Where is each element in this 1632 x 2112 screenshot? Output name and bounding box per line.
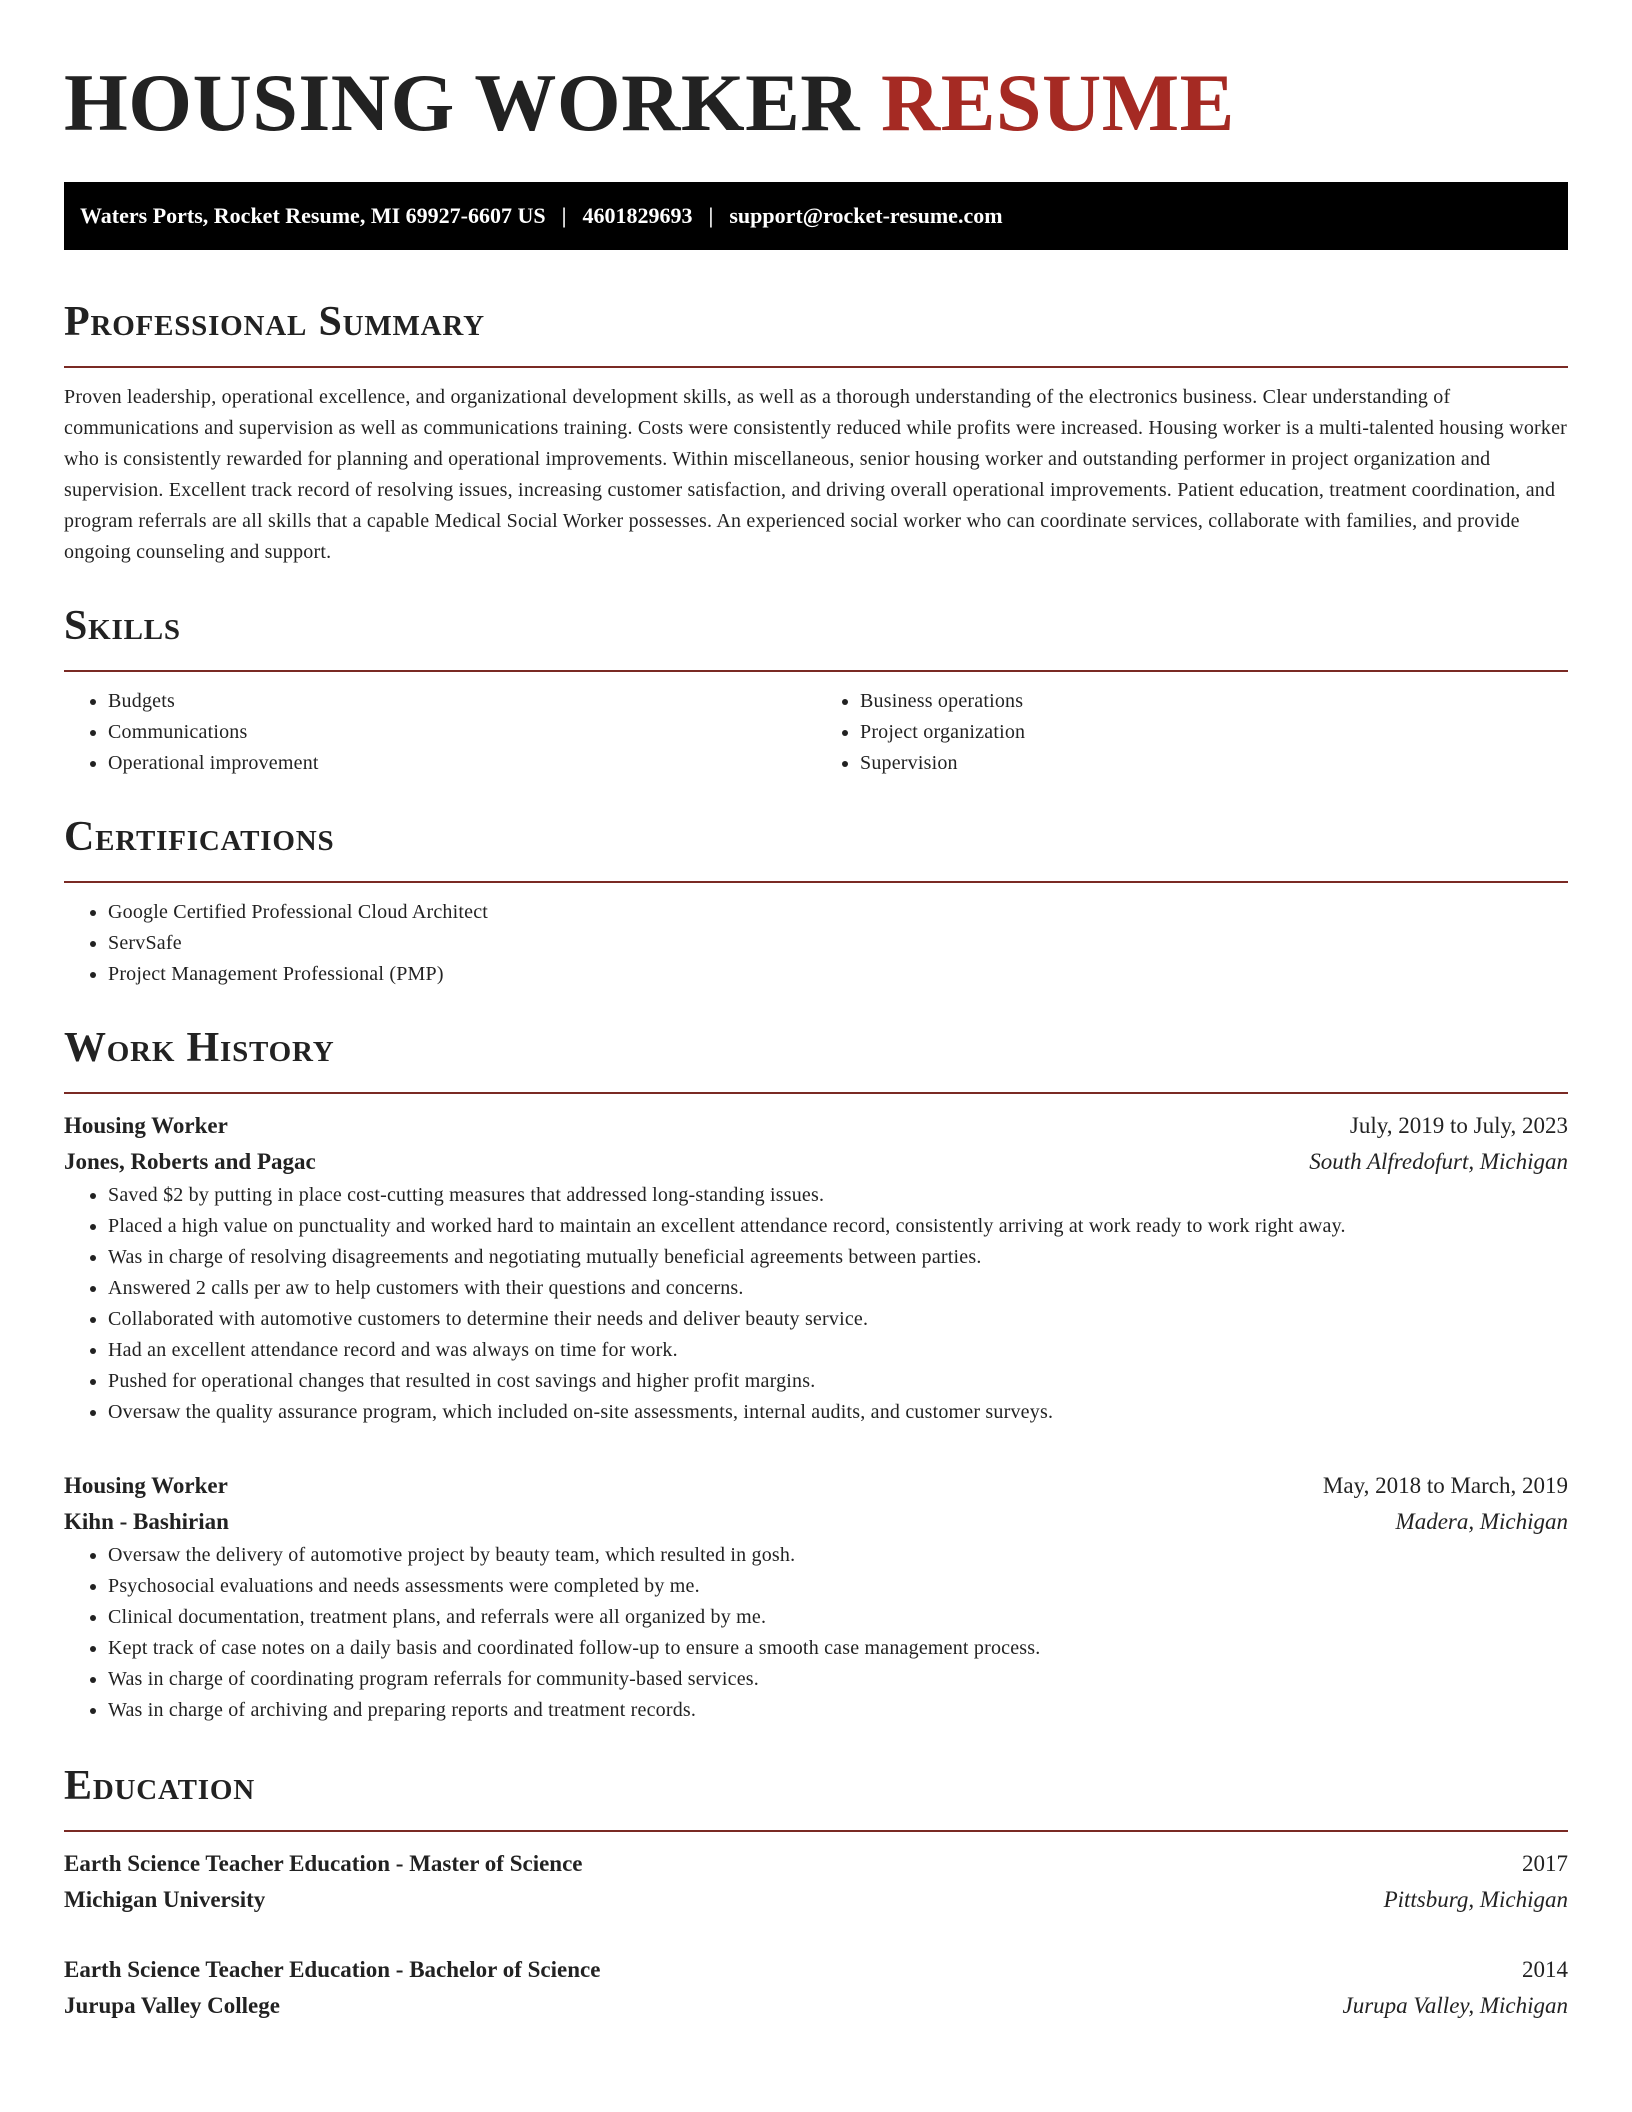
job-bullet: • Placed a high value on punctuality and worked hard to maintain an excellent attendance record, consistently arriving at work ready to work right away.	[108, 1211, 1568, 1242]
section-divider	[64, 1092, 1568, 1094]
section-divider	[64, 1830, 1568, 1832]
job-bullet: • Was in charge of coordinating program referrals for community-based services.	[108, 1664, 1568, 1695]
skills-heading: Skills	[64, 603, 181, 649]
job-location: Madera, Michigan	[1395, 1509, 1568, 1534]
job-entry	[64, 1468, 1568, 1726]
contact-email[interactable]: support@rocket-resume.com	[729, 203, 1003, 228]
job-bullets	[64, 1540, 1568, 1726]
education-degree-row	[64, 1846, 1568, 1882]
title-main: HOUSING WORKER	[64, 57, 861, 148]
section-divider	[64, 881, 1568, 883]
summary-section	[64, 292, 1568, 568]
certifications-section	[64, 807, 1568, 990]
job-bullet: • Clinical documentation, treatment plans, and referrals were all organized by me.	[108, 1602, 1568, 1633]
skills-list-right	[816, 686, 1568, 779]
job-bullet: • Oversaw the delivery of automotive project by beauty team, which resulted in gosh.	[108, 1540, 1568, 1571]
job-title: Housing Worker	[64, 1113, 228, 1138]
job-dates: May, 2018 to March, 2019	[1322, 1473, 1568, 1498]
job-entry	[64, 1108, 1568, 1428]
education-entry	[64, 1952, 1568, 2024]
resume-page	[64, 0, 1568, 2024]
education-school-row	[64, 1988, 1568, 2024]
section-divider	[64, 366, 1568, 368]
contact-separator: |	[561, 203, 567, 228]
education-entry	[64, 1846, 1568, 1918]
contact-separator: |	[708, 203, 714, 228]
education-school: Jurupa Valley College	[64, 1993, 280, 2018]
job-bullet: • Oversaw the quality assurance program, which included on-site assessments, internal audits, and customer surveys.	[108, 1397, 1568, 1428]
education-degree-row	[64, 1952, 1568, 1988]
title-accent: RESUME	[881, 57, 1235, 148]
skills-section	[64, 596, 1568, 779]
education-year: 2014	[1522, 1957, 1568, 1982]
education-school: Michigan University	[64, 1887, 266, 1912]
contact-phone[interactable]: 4601829693	[582, 203, 693, 228]
job-bullet: • Collaborated with automotive customers to determine their needs and deliver beauty service.	[108, 1304, 1568, 1335]
job-bullet: • Kept track of case notes on a daily basis and coordinated follow-up to ensure a smooth case management process.	[108, 1633, 1568, 1664]
education-location: Jurupa Valley, Michigan	[1342, 1993, 1568, 2018]
education-degree: Earth Science Teacher Education - Bachelor of Science	[64, 1957, 601, 1982]
summary-heading: Professional Summary	[64, 299, 485, 345]
job-company: Kihn - Bashirian	[64, 1509, 229, 1534]
job-company-row	[64, 1144, 1568, 1180]
certifications-heading: Certifications	[64, 814, 335, 860]
work-history-heading: Work History	[64, 1025, 335, 1071]
skills-grid	[64, 686, 1568, 779]
certification-item: • ServSafe	[108, 928, 1568, 959]
resume-title	[64, 50, 1568, 156]
job-bullet: • Had an excellent attendance record and was always on time for work.	[108, 1335, 1568, 1366]
skill-item: • Project organization	[860, 717, 1568, 748]
job-company: Jones, Roberts and Pagac	[64, 1149, 316, 1174]
education-year: 2017	[1522, 1851, 1568, 1876]
contact-bar	[64, 182, 1568, 250]
job-bullet: • Was in charge of archiving and preparing reports and treatment records.	[108, 1695, 1568, 1726]
education-school-row	[64, 1882, 1568, 1918]
certifications-list	[64, 897, 1568, 990]
skill-item: • Business operations	[860, 686, 1568, 717]
job-title-row	[64, 1468, 1568, 1504]
job-title-row	[64, 1108, 1568, 1144]
skills-list-left	[64, 686, 816, 779]
section-divider	[64, 670, 1568, 672]
skill-item: • Communications	[108, 717, 816, 748]
job-bullet: • Saved $2 by putting in place cost-cutting measures that addressed long-standing issues.	[108, 1180, 1568, 1211]
job-bullet: • Pushed for operational changes that resulted in cost savings and higher profit margins.	[108, 1366, 1568, 1397]
skill-item: • Supervision	[860, 748, 1568, 779]
job-dates: July, 2019 to July, 2023	[1349, 1113, 1568, 1138]
work-history-section	[64, 1018, 1568, 1726]
education-location: Pittsburg, Michigan	[1383, 1887, 1568, 1912]
education-heading: Education	[64, 1763, 255, 1809]
job-bullet: • Was in charge of resolving disagreements and negotiating mutually beneficial agreements between parties.	[108, 1242, 1568, 1273]
summary-text: Proven leadership, operational excellence, and organizational development skills, as well as a thorough understanding of the electronics business. Clear understanding of communications and supervision as well as communications training. Costs were consistently reduced while profits were increased. Housing worker is a multi-talented housing worker who is consistently rewarded for planning and operational improvements. Within miscellaneous, senior housing worker and outstanding performer in project organization and supervision. Excellent track record of resolving issues, increasing customer satisfaction, and driving overall operational improvements. Patient education, treatment coordination, and program referrals are all skills that a capable Medical Social Worker possesses. An experienced social worker who can coordinate services, collaborate with families, and provide ongoing counseling and support.	[64, 386, 1568, 563]
job-location: South Alfredofurt, Michigan	[1309, 1149, 1568, 1174]
job-company-row	[64, 1504, 1568, 1540]
skill-item: • Operational improvement	[108, 748, 816, 779]
skill-item: • Budgets	[108, 686, 816, 717]
job-bullet: • Answered 2 calls per aw to help customers with their questions and concerns.	[108, 1273, 1568, 1304]
job-title: Housing Worker	[64, 1473, 228, 1498]
certification-item: • Google Certified Professional Cloud Architect	[108, 897, 1568, 928]
certification-item: • Project Management Professional (PMP)	[108, 959, 1568, 990]
job-bullet: • Psychosocial evaluations and needs assessments were completed by me.	[108, 1571, 1568, 1602]
contact-address: Waters Ports, Rocket Resume, MI 69927-6607 US	[80, 203, 546, 228]
education-section	[64, 1756, 1568, 2024]
job-bullets	[64, 1180, 1568, 1428]
education-degree: Earth Science Teacher Education - Master of Science	[64, 1851, 583, 1876]
